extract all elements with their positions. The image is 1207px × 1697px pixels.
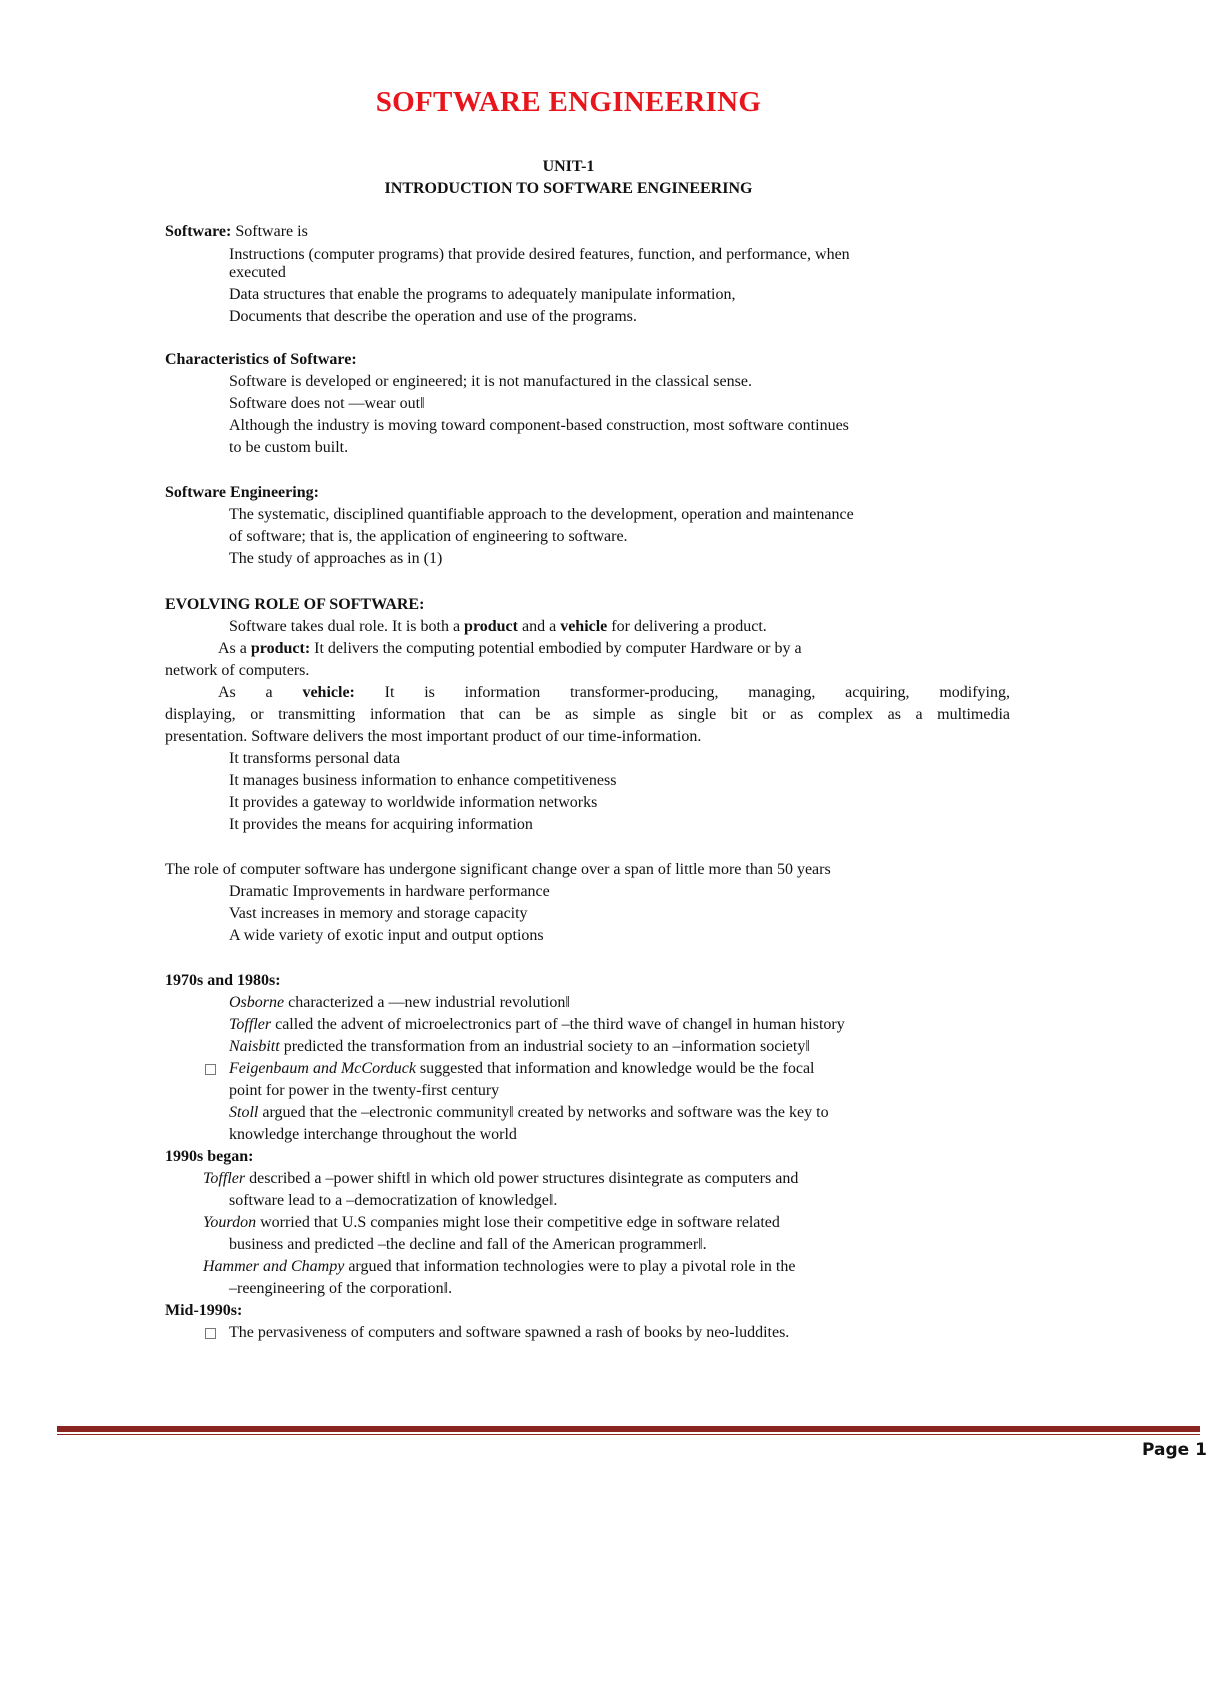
evolving-vehicle-cont: displaying, or transmitting information that can be as simple as single bit or as complex as a multimedia	[165, 706, 1010, 723]
software-definition	[165, 222, 308, 242]
text-run: It is information transformer-producing, managing, acquiring, modifying,	[354, 684, 1010, 701]
era1970-stoll-cont: knowledge interchange throughout the world	[229, 1126, 517, 1143]
evolving-item: It transforms personal data	[229, 750, 401, 767]
era1990-yourdon	[203, 1213, 780, 1233]
text-run: Hammer and Champy	[203, 1258, 345, 1275]
text-run: vehicle:	[302, 684, 355, 701]
evolving-vehicle	[218, 683, 1010, 703]
role-item: Vast increases in memory and storage capacity	[229, 905, 528, 922]
evolving-item: It manages business information to enhance competitiveness	[229, 772, 617, 789]
text-run: As a	[218, 640, 251, 657]
text-run: predicted the transformation from an industrial society to an –information society‖	[279, 1038, 810, 1055]
software-item: executed	[229, 264, 286, 281]
text-run: As a	[218, 684, 303, 701]
text-run: Toffler	[229, 1016, 272, 1033]
mid1990-heading: Mid-1990s:	[165, 1302, 243, 1319]
era1970-osborne	[229, 993, 570, 1013]
characteristics-item: Software does not —wear out‖	[229, 395, 425, 412]
era1990-yourdon-cont: business and predicted –the decline and fall of the American programmer‖.	[229, 1236, 707, 1253]
era1970-toffler	[229, 1015, 845, 1035]
era1970-stoll	[229, 1103, 829, 1123]
text-run: characterized a —new industrial revolution‖	[284, 994, 570, 1011]
role-item: Dramatic Improvements in hardware performance	[229, 883, 550, 900]
engineering-heading: Software Engineering:	[165, 484, 319, 501]
evolving-product	[218, 639, 802, 659]
software-intro: Software is	[231, 223, 308, 240]
evolving-product-cont: network of computers.	[165, 662, 310, 679]
engineering-item: The study of approaches as in (1)	[229, 550, 443, 567]
era1970-feigenbaum-cont: point for power in the twenty-first century	[229, 1082, 500, 1099]
software-label: Software:	[165, 223, 232, 240]
evolving-vehicle-cont: presentation. Software delivers the most important product of our time-information.	[165, 728, 702, 745]
page-number: Page 1	[1142, 1440, 1207, 1460]
text-run: suggested that information and knowledge would be the focal	[415, 1060, 815, 1077]
unit-label: UNIT-1	[542, 158, 595, 175]
role-item: A wide variety of exotic input and output options	[229, 927, 544, 944]
engineering-item: of software; that is, the application of engineering to software.	[229, 528, 628, 545]
mid1990-item: The pervasiveness of computers and software spawned a rash of books by neo-luddites.	[229, 1324, 790, 1341]
evolving-item: It provides a gateway to worldwide information networks	[229, 794, 598, 811]
characteristics-heading: Characteristics of Software:	[165, 351, 357, 368]
document-title: SOFTWARE ENGINEERING	[375, 86, 762, 118]
era1990-heading: 1990s began:	[165, 1148, 254, 1165]
text-run: product:	[250, 640, 311, 657]
evolving-heading: EVOLVING ROLE OF SOFTWARE:	[165, 596, 425, 613]
era1990-toffler-cont: software lead to a –democratization of knowledge‖.	[229, 1192, 558, 1209]
era1990-toffler	[203, 1169, 798, 1189]
role-intro: The role of computer software has undergone significant change over a span of little more than 50 years	[165, 861, 831, 878]
text-run: described a –power shift‖ in which old power structures disintegrate as computers and	[245, 1170, 799, 1187]
text-run: Naisbitt	[229, 1038, 280, 1055]
text-run: worried that U.S companies might lose their competitive edge in software related	[256, 1214, 780, 1231]
software-item: Documents that describe the operation and use of the programs.	[229, 308, 637, 325]
footer-rule-thin	[57, 1434, 1200, 1435]
evolving-dual-role	[229, 617, 767, 637]
characteristics-item: Software is developed or engineered; it is not manufactured in the classical sense.	[229, 373, 752, 390]
era1990-hammer-cont: –reengineering of the corporation‖.	[229, 1280, 453, 1297]
text-run: Osborne	[229, 994, 285, 1011]
text-run: for delivering a product.	[607, 618, 767, 635]
text-run: argued that the –electronic community‖ created by networks and software was the key to	[258, 1104, 829, 1121]
text-run: Feigenbaum and McCorduck	[229, 1060, 416, 1077]
era1990-hammer	[203, 1257, 795, 1277]
evolving-item: It provides the means for acquiring information	[229, 816, 533, 833]
characteristics-item: to be custom built.	[229, 439, 349, 456]
era1970-naisbitt	[229, 1037, 810, 1057]
software-item: Data structures that enable the programs to adequately manipulate information,	[229, 286, 736, 303]
software-item: Instructions (computer programs) that provide desired features, function, and performance, when	[229, 246, 850, 263]
engineering-item: The systematic, disciplined quantifiable approach to the development, operation and maintenance	[229, 506, 854, 523]
text-run: Stoll	[229, 1104, 259, 1121]
text-run: and a	[517, 618, 561, 635]
era1970-heading: 1970s and 1980s:	[165, 972, 281, 989]
characteristics-item: Although the industry is moving toward component-based construction, most software continues	[229, 417, 849, 434]
footer-rule	[57, 1426, 1200, 1432]
text-run: Software takes dual role. It is both a	[229, 618, 465, 635]
text-run: Yourdon	[203, 1214, 257, 1231]
text-run: vehicle	[560, 618, 608, 635]
era1970-feigenbaum	[229, 1059, 814, 1079]
text-run: product	[464, 618, 518, 635]
text-run: Toffler	[203, 1170, 246, 1187]
bullet-square-icon	[205, 1328, 216, 1339]
text-run: argued that information technologies were to play a pivotal role in the	[344, 1258, 796, 1275]
bullet-square-icon	[205, 1064, 216, 1075]
text-run: It delivers the computing potential embodied by computer Hardware or by a	[310, 640, 802, 657]
unit-subtitle: INTRODUCTION TO SOFTWARE ENGINEERING	[384, 180, 753, 197]
text-run: called the advent of microelectronics part of –the third wave of change‖ in human history	[271, 1016, 845, 1033]
